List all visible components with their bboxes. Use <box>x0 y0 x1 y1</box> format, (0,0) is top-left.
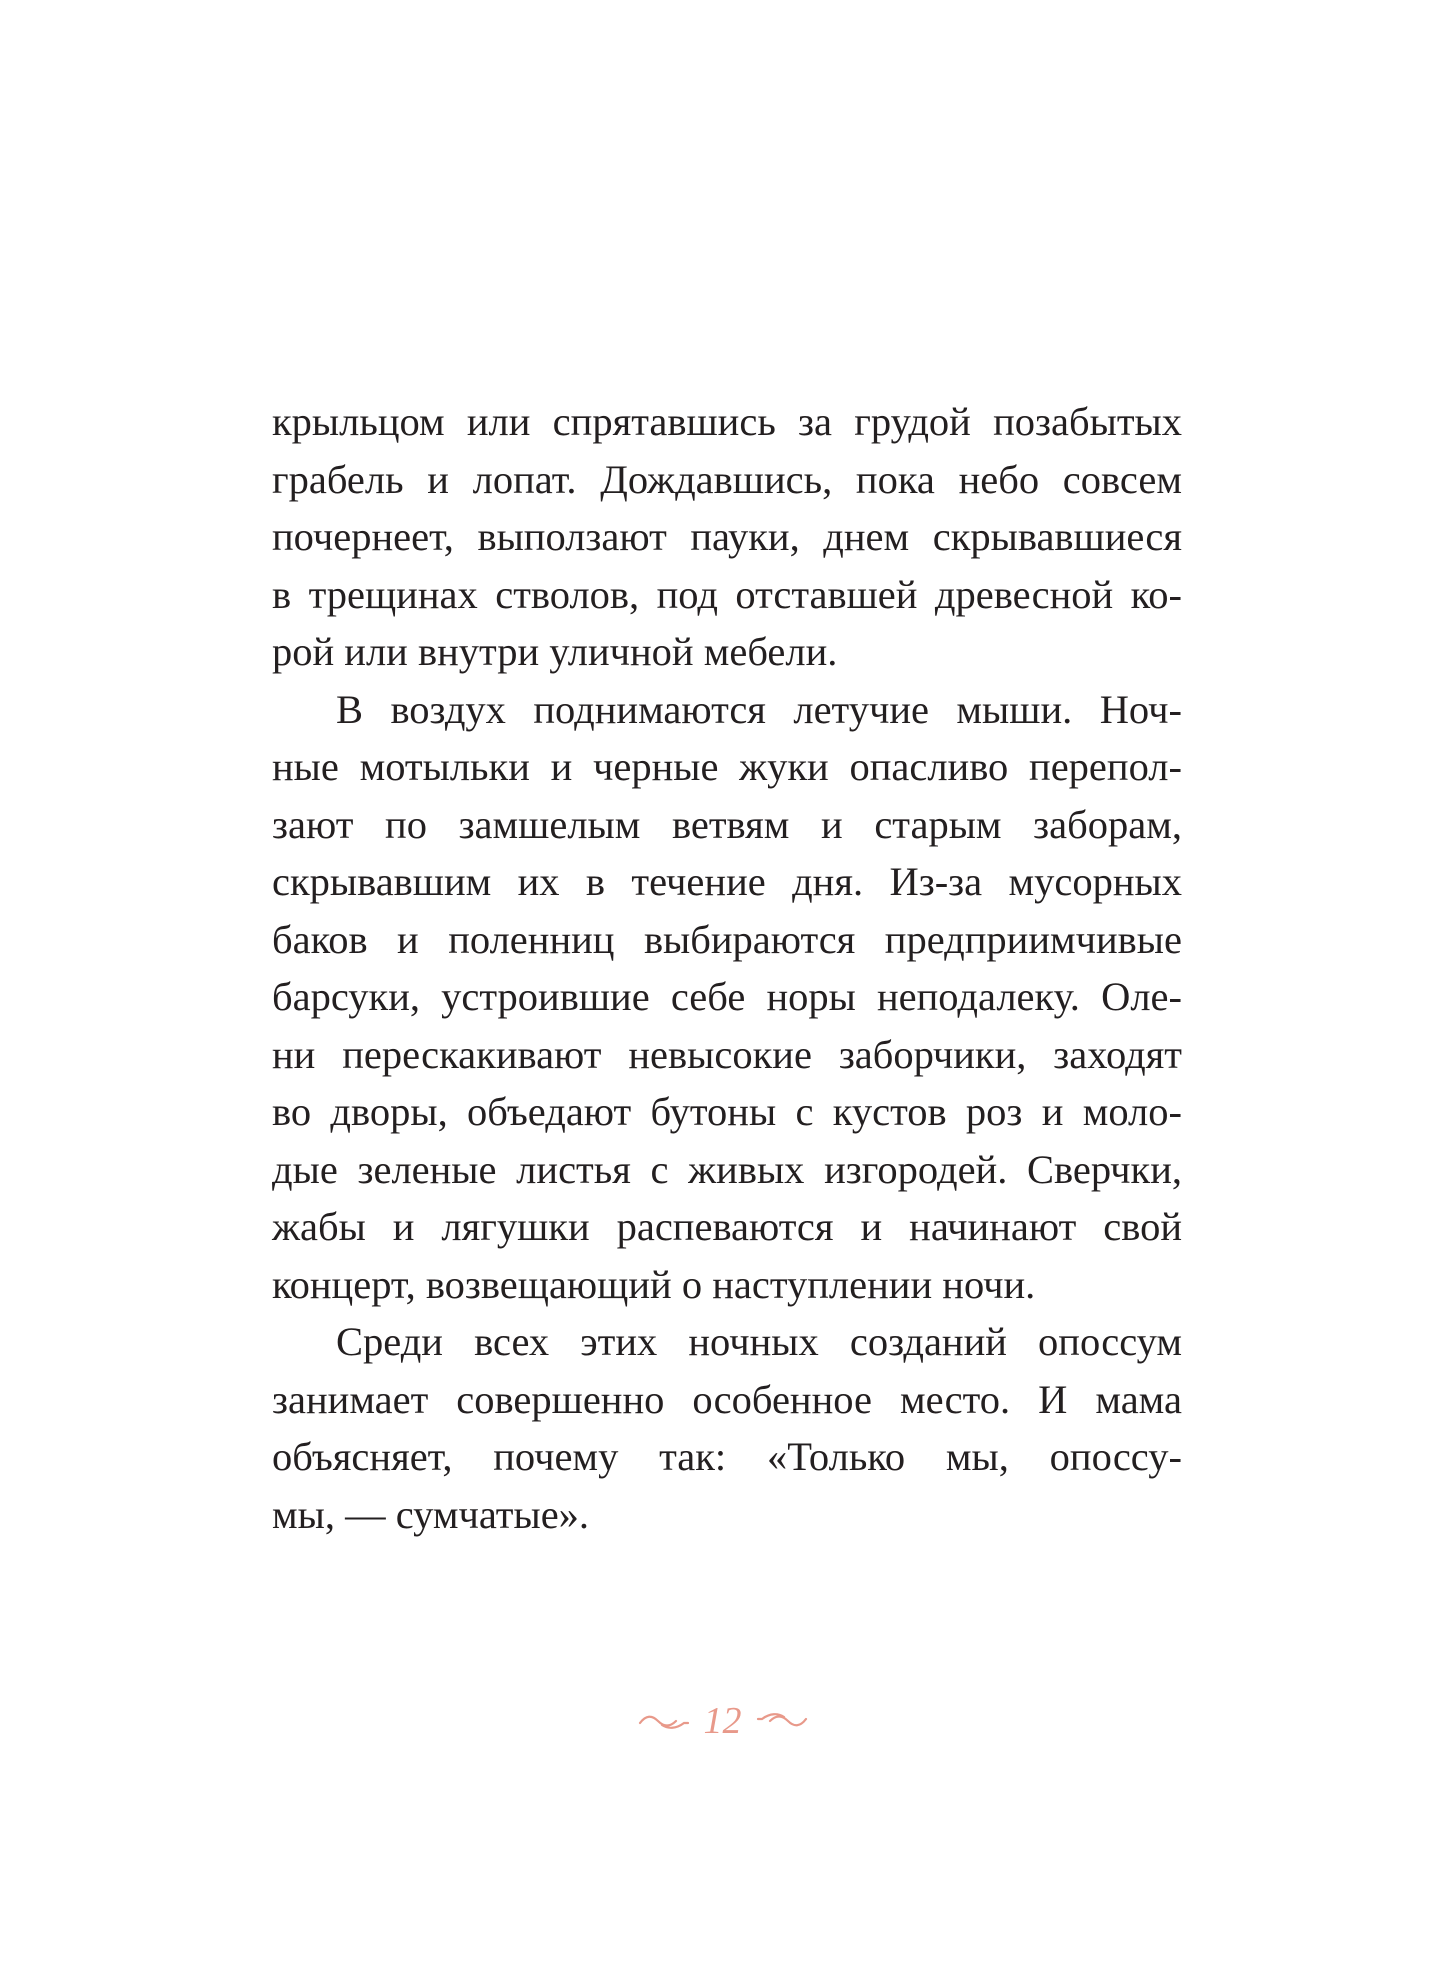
text-line: баков и поленниц выбираются предприимчивые <box>272 916 1182 962</box>
text-line: зают по замшелым ветвям и старым заборам, <box>272 801 1182 847</box>
text-line: жабы и лягушки распеваются и начинают свой <box>272 1204 1182 1249</box>
text-line: грабель и лопат. Дождавшись, пока небо совсем <box>272 456 1182 502</box>
text-line: барсуки, устроившие себе норы неподалеку. Оле- <box>272 974 1182 1019</box>
text-line: во дворы, объедают бутоны с кустов роз и моло- <box>272 1089 1182 1134</box>
right-flourish-icon <box>756 1711 808 1731</box>
folio-ornament <box>638 1702 808 1740</box>
paragraph-first-line: В воздух поднимаются летучие мыши. Ноч- <box>336 686 1182 732</box>
body-text <box>272 393 1182 1543</box>
text-line: объясняет, почему так: «Только мы, опоссу- <box>272 1434 1182 1479</box>
folio <box>0 1696 1445 1746</box>
paragraph-first-line: Среди всех этих ночных созданий опоссум <box>336 1319 1182 1364</box>
text-line: занимает совершенно особенное место. И мама <box>272 1376 1182 1422</box>
page-number: 12 <box>703 1700 742 1742</box>
text-line: ные мотыльки и черные жуки опасливо перепол- <box>272 744 1182 789</box>
text-line: почернеет, выползают пауки, днем скрывавшиеся <box>272 514 1182 559</box>
text-line: скрывавшим их в течение дня. Из-за мусорных <box>272 859 1182 904</box>
text-line: в трещинах стволов, под отставшей древесной ко- <box>272 571 1182 617</box>
left-flourish-icon <box>638 1711 690 1731</box>
text-line: дые зеленые листья с живых изгородей. Сверчки, <box>272 1146 1182 1192</box>
text-line: концерт, возвещающий о наступлении ночи. <box>272 1261 1036 1307</box>
text-line: рой или внутри уличной мебели. <box>272 629 838 674</box>
text-line: мы, — сумчатые». <box>272 1491 590 1537</box>
text-line: ни перескакивают невысокие заборчики, заходят <box>272 1031 1182 1077</box>
text-line: крыльцом или спрятавшись за грудой позабытых <box>272 399 1182 444</box>
